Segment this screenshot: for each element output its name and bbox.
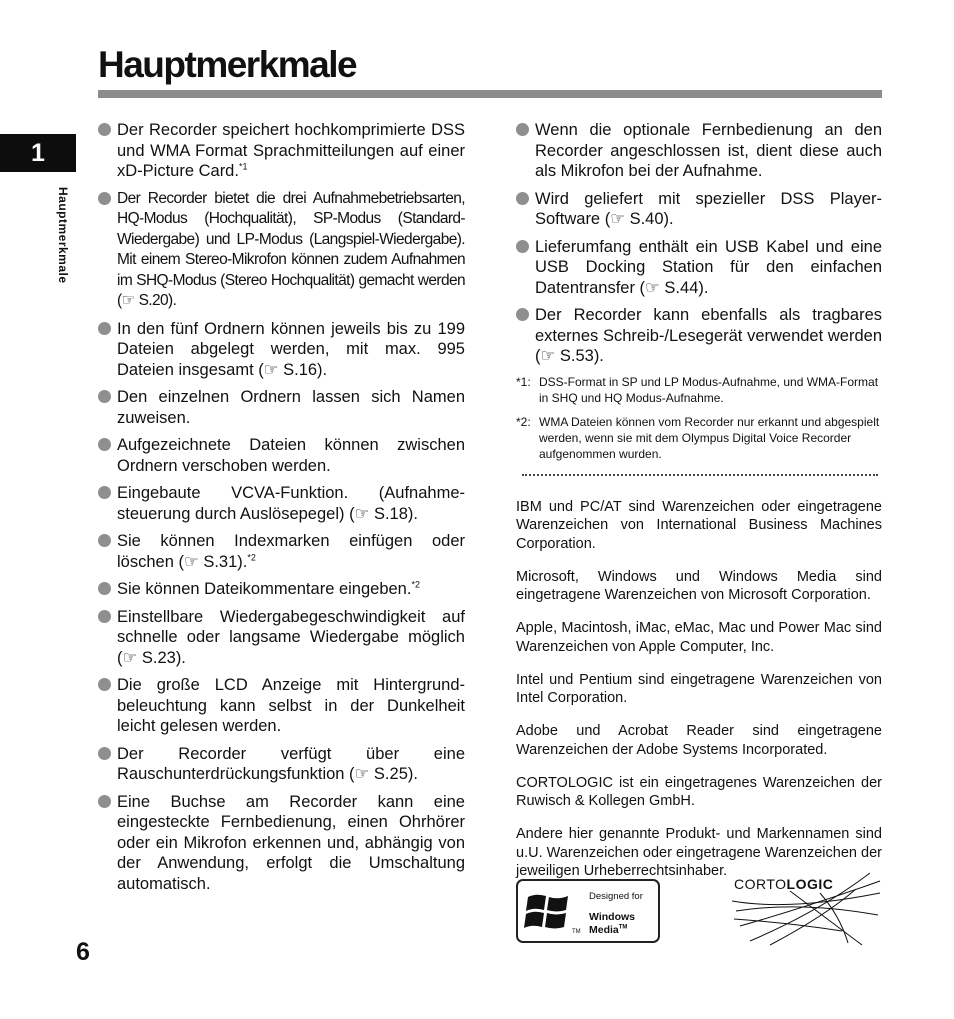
trademark-paragraph: IBM und PC/AT sind Warenzeichen oder eingetragene Warenzeichen von International Business Machines Corporation. [516,498,882,552]
trademark-paragraph: CORTOLOGIC ist ein eingetragenes Warenzeichen der Ruwisch & Kollegen GmbH. [516,774,882,809]
trademark-paragraph: Microsoft, Windows und Windows Media sind eingetragene Warenzeichen von Microsoft Corporation. [516,568,882,603]
media-text: Media™ [589,924,628,936]
bullet-icon [98,582,111,595]
side-chapter-label: Hauptmerkmale [56,187,70,284]
bullet-icon [98,123,111,136]
list-item: In den fünf Ordnern können jeweils bis zu 199 Dateien abgelegt werden, mit max. 995 Dateien insgesamt (☞ S.16). [98,319,465,381]
bullet-icon [98,610,111,623]
bullet-icon [98,678,111,691]
page-title: Hauptmerkmale [98,44,357,85]
list-item: Der Recorder verfügt über eine Rauschunterdrückungsfunktion (☞ S.25). [98,744,465,785]
bullet-icon [98,438,111,451]
windows-text: Windows [589,911,635,923]
list-item: Lieferumfang enthält ein USB Kabel und eine USB Docking Station für den einfachen Datentransfer (☞ S.44). [516,237,882,299]
list-item: Sie können Indexmarken einfügen oder löschen (☞ S.31).$^{*2}$ [98,531,465,572]
dotted-separator [522,474,878,476]
cortologic-logo [730,871,882,947]
list-item: Der Recorder speichert hochkomprimierte DSS und WMA Format Sprachmitteilungen auf einer xD-Picture Card.$^{*1}$ [98,120,465,182]
footnote: *1: DSS-Format in SP und LP Modus-Aufnahme, und WMA-Format in SHQ und HQ Modus-Aufnahme. [516,374,879,405]
list-item: Der Recorder kann ebenfalls als tragbares externes Schreib-/Lesegerät verwendet werden (☞ S.53). [516,305,882,367]
list-item: Eine Buchse am Recorder kann eine eingesteckte Fernbedienung, einen Ohrhörer oder ein Mikrofon erkennen und, abhängig von der Anwendung, erfolgt die Umschaltung automatisch. [98,792,465,895]
bullet-icon [98,747,111,760]
bullet-icon [516,308,529,321]
right-column [516,120,882,888]
trademark-paragraph: Adobe und Acrobat Reader sind eingetragene Warenzeichen der Adobe Systems Incorporated. [516,723,882,758]
bullet-icon [516,240,529,253]
bullet-icon [98,534,111,547]
bullet-icon [98,795,111,808]
list-item: Sie können Dateikommentare eingeben.$^{*2}$ [98,579,465,600]
trademark-paragraph: Andere hier genannte Produkt- und Markennamen sind u.U. Warenzeichen oder eingetragene Warenzeichen der jeweiligen Urheberrechtsinhaber. [516,826,882,879]
cortologic-wordmark: CORTOLOGIC [734,876,834,892]
list-item: Die große LCD Anzeige mit Hintergrund-beleuchtung kann selbst in der Dunkelheit leicht gelesen werden. [98,675,465,737]
list-item: Einstellbare Wiedergabegeschwindigkeit auf schnelle oder langsame Wiedergabe möglich (☞ S.23). [98,607,465,669]
list-item: Wird geliefert mit spezieller DSS Player-Software (☞ S.40). [516,189,882,230]
list-item: Den einzelnen Ordnern lassen sich Namen zuweisen. [98,387,465,428]
windows-flag-icon [524,889,572,935]
bullet-icon [98,486,111,499]
trademark-notices [516,498,882,881]
feature-list-right [516,120,882,367]
trademark-mark: TM [572,929,581,935]
footnote: *2: WMA Dateien können vom Recorder nur erkannt und abgespielt werden, wenn sie mit dem Olympus Digital Voice Recorder aufgenommen wurden. [516,414,880,461]
bullet-icon [516,192,529,205]
page-number: 6 [76,938,90,966]
bullet-icon [98,192,111,205]
list-item: Eingebaute VCVA-Funktion. (Aufnahme-steuerung durch Auslösepegel) (☞ S.18). [98,483,465,524]
bullet-icon [98,390,111,403]
windows-media-logo [516,879,660,943]
bullet-icon [516,123,529,136]
feature-list-left [98,120,465,894]
trademark-paragraph: Intel und Pentium sind eingetragene Warenzeichen von Intel Corporation. [516,671,882,706]
footnotes [516,374,882,462]
trademark-paragraph: Apple, Macintosh, iMac, eMac, Mac und Power Mac sind Warenzeichen von Apple Computer, Inc. [516,620,882,655]
list-item: Aufgezeichnete Dateien können zwischen Ordnern verschoben werden. [98,435,465,476]
list-item: Wenn die optionale Fernbedienung an den Recorder angeschlossen ist, dient diese auch als Mikrofon bei der Aufnahme. [516,120,882,182]
designed-for-text: Designed for [589,891,643,902]
left-column [98,120,465,901]
list-item: Der Recorder bietet die drei Aufnahmebetriebsarten, HQ-Modus (Hochqualität), SP-Modus (Standard-Wiedergabe) und LP-Modus (Langspiel-Wiedergabe). Mit einem Stereo-Mikrofon können zudem Aufnahmen im SHQ-Modus (Stereo Hochqualität) gemacht werden (☞ S.20). [98,189,465,312]
chapter-tab: 1 [0,134,76,172]
title-rule [98,90,882,98]
bullet-icon [98,322,111,335]
